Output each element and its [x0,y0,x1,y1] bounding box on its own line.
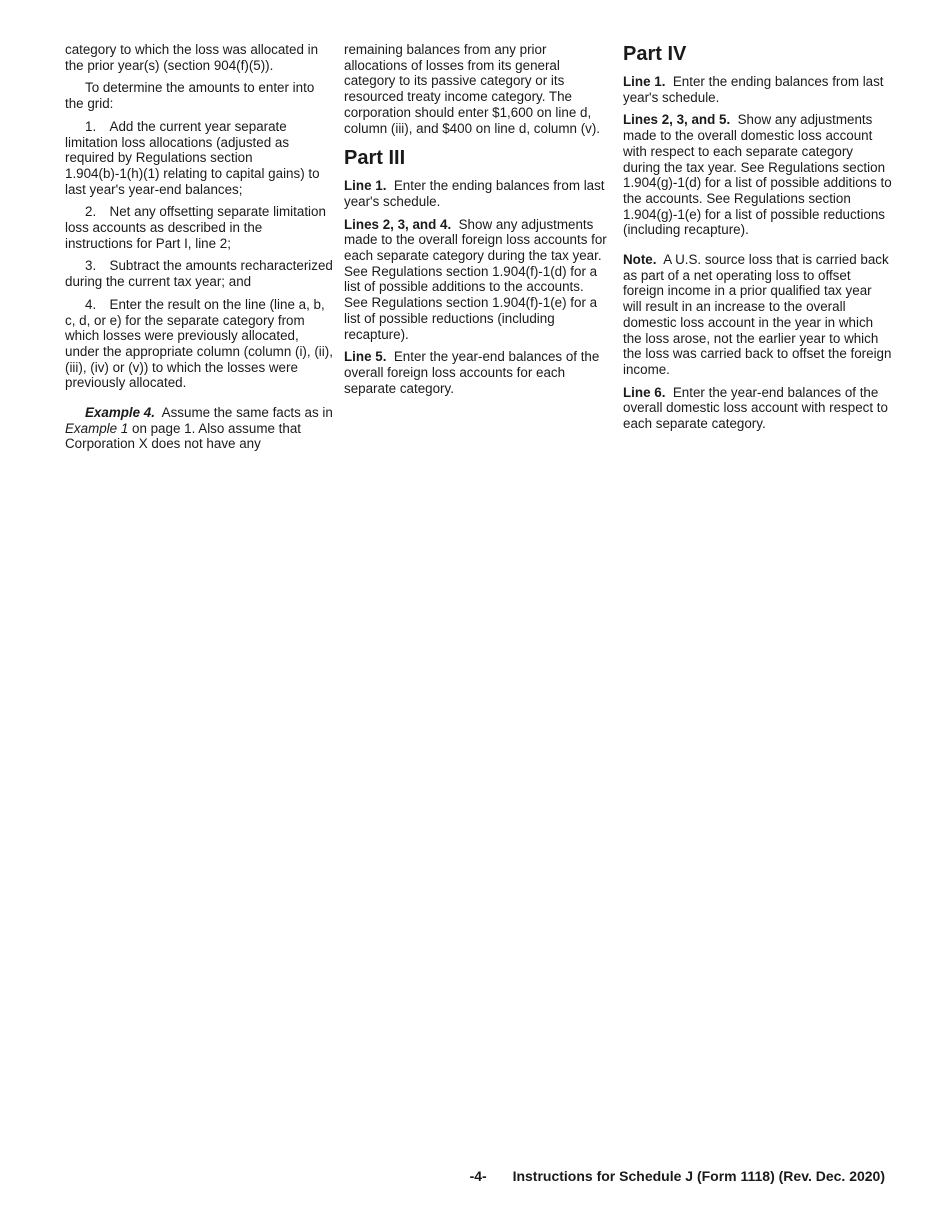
line-1-paragraph: Line 1. Enter the ending balances from last year's schedule. [623,74,884,105]
paragraph: category to which the loss was allocated in the prior year(s) (section 904(f)(5)). [65,42,319,73]
note-paragraph: Note. A U.S. source loss that is carried back as part of a net operating loss to offset foreign income in a prior qualified tax year will result in an increase to the overall domestic loss account in the year in which the loss arose, not the earlier year to which the loss was carried back to offset the foreign income. [623,252,892,377]
section-heading: Part III [344,147,406,170]
example-reference: Example 1 [65,420,129,436]
lines-2-3-4-paragraph: Lines 2, 3, and 4. Show any adjustments made to the overall foreign loss accounts for each separate category during the tax year. See Regulations section 1.904(f)-1(d) for a list of possible additions to the accounts. See Regulations section 1.904(f)-1(e) for a list of possible reductions (including recapture). [344,216,607,342]
paragraph: remaining balances from any prior allocations of losses from its general category to its passive category or its resourced treaty income category. The corporation should enter $1,600 on line d, column (iii), and $400 on line d, column (v). [344,42,601,136]
paragraph: To determine the amounts to enter into the grid: [65,80,315,112]
list-item: 4. Enter the result on the line (line a, b, c, d, or e) for the separate category from which losses were previously allocated, under the appropriate column (column (i), (ii), (iii), (iv) or (v)) to which the losses were previously allocated. [65,296,333,391]
example-label: Example 4. [85,405,155,421]
page-number: -4- [469,1168,487,1184]
example-paragraph: Example 4. Assume the same facts as in Example 1 on page 1. Also assume that Corporation X does not have any [65,405,333,452]
column-2 [344,42,610,403]
list-item: 2. Net any offsetting separate limitation loss accounts as described in the instructions for Part I, line 2; [65,204,326,251]
column-3 [623,42,893,439]
list-item: 1. Add the current year separate limitation loss allocations (adjusted as required by Regulations section 1.904(b)-1(h)(1) relating to capital gains) to last year's year-end balances; [65,118,320,197]
list-item: 3. Subtract the amounts recharacterized during the current tax year; and [65,258,333,290]
page-footer [470,1168,885,1184]
document-title: Instructions for Schedule J (Form 1118) (Rev. Dec. 2020) [512,1168,885,1184]
column-1 [65,42,333,459]
line-5-paragraph: Line 5. Enter the year-end balances of the overall foreign loss accounts for each separate category. [344,349,600,396]
section-heading: Part IV [623,43,687,65]
line-1-paragraph: Line 1. Enter the ending balances from last year's schedule. [344,178,605,209]
line-6-paragraph: Line 6. Enter the year-end balances of the overall domestic loss account with respect to each separate category. [623,384,888,432]
lines-2-3-5-paragraph: Lines 2, 3, and 5. Show any adjustments made to the overall domestic loss account with respect to each separate category during the tax year. See Regulations section 1.904(g)-1(d) for a list of possible additions to the accounts. See Regulations section 1.904(g)-1(e) for a list of possible reductions (including recapture). [623,112,892,238]
